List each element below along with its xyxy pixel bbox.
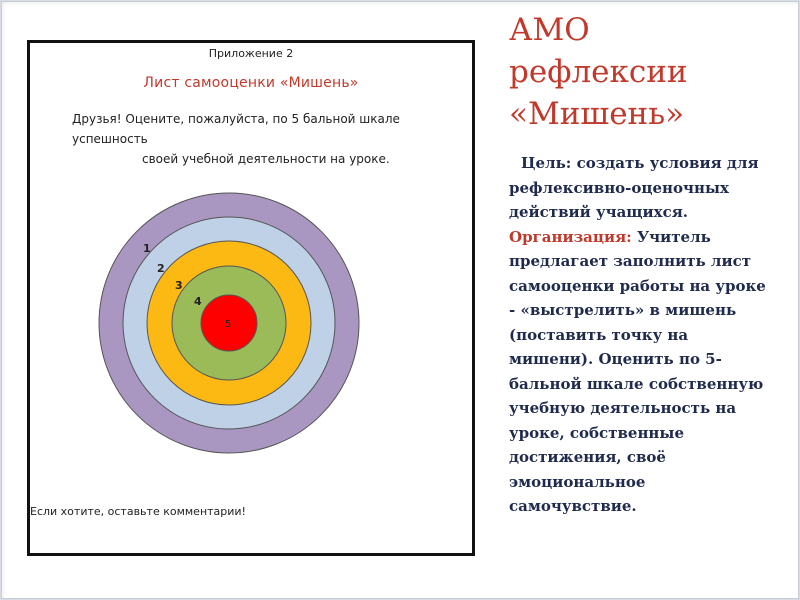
target-label-3: 3 xyxy=(175,279,183,292)
goal-label: Цель: xyxy=(521,154,572,172)
target-diagram[interactable] xyxy=(30,43,472,553)
sheet-comment-prompt: Если хотите, оставьте комментарии! xyxy=(30,505,246,518)
sheet-appendix-label: Приложение 2 xyxy=(208,47,294,60)
goal-text: создать условия для рефлексивно-оценочных действий учащихся. xyxy=(509,154,759,221)
self-assessment-sheet xyxy=(27,40,475,556)
organization-label: Организация: xyxy=(509,227,632,246)
target-label-5: 5 xyxy=(225,319,232,330)
target-label-1: 1 xyxy=(143,242,151,255)
sheet-instruction-line2: своей учебной деятельности на уроке. xyxy=(142,152,390,166)
panel-body xyxy=(509,151,777,519)
sheet-instruction-line1: Друзья! Оцените, пожалуйста, по 5 бальной шкале успешность xyxy=(72,112,400,146)
panel-title-line2: рефлексии xyxy=(509,54,688,90)
panel-title xyxy=(509,9,709,135)
target-label-2: 2 xyxy=(157,262,165,275)
panel-title-line1: АМО xyxy=(509,12,590,48)
panel-title-line3: «Мишень» xyxy=(509,96,685,132)
sheet-title: Лист самооценки «Мишень» xyxy=(143,75,359,91)
description-panel xyxy=(509,1,794,600)
target-label-4: 4 xyxy=(194,295,202,308)
organization-text: Учитель предлагает заполнить лист самооценки работы на уроке - «выстрелить» в мишень (поставить точку на мишени). Оценить по 5-бальной шкале собственную учебную деятельность на уроке, собственные достижения, своё эмоциональное самочувствие. xyxy=(509,227,766,515)
